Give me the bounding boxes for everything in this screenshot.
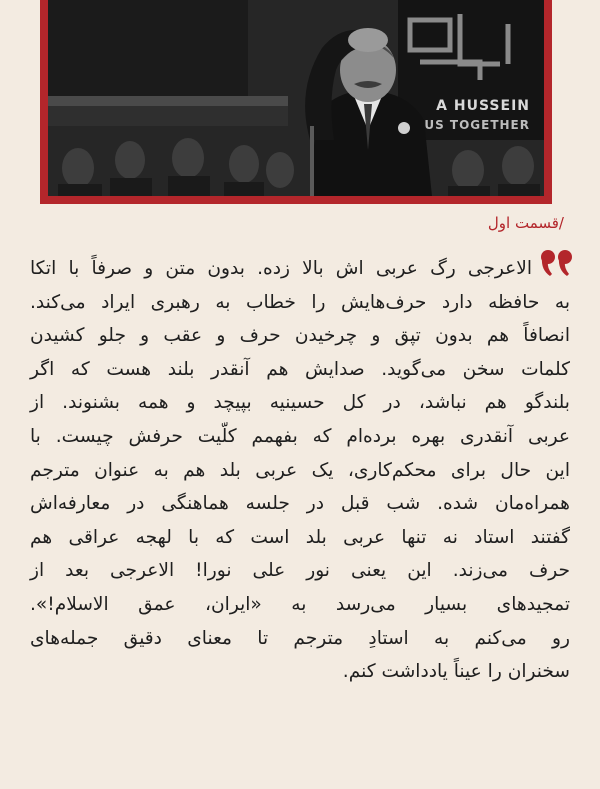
article-line: رو می‌کنم به استادِ مترجم تا معنای دقیق جمله‌های: [30, 627, 570, 649]
article-line: عربی آنقدری بهره برده‌ام که بفهمم کلّیت حرفش چیست. با: [30, 425, 570, 447]
header-photo-frame: [40, 0, 552, 204]
article-line: همراه‌مان شده. شب قبل در جلسه هماهنگی در معارفه‌اش: [30, 493, 570, 515]
article-line: به حافظه دارد حرف‌هایش را خطاب به رهبری ایراد می‌کند.: [30, 291, 570, 313]
article-line: تمجیدهای بسیار می‌رسد به «ایران، عمق الاسلام!».: [30, 593, 570, 615]
article-line: الاعرجی رگ عربی اش بالا زده. بدون متن و صرفاً با اتکا: [30, 258, 532, 279]
article-line: کلمات سخن می‌گوید. صدایش هم آنقدر بلند هست که اگر: [30, 358, 570, 380]
banner-text-line-1: A HUSSEIN: [436, 98, 530, 114]
section-label: /قسمت اول: [487, 214, 564, 232]
article-body: [30, 252, 570, 689]
article-line: این حال برای محکم‌کاری، یک عربی بلد هم به عنوان مترجم: [30, 459, 570, 481]
article-line: حرف می‌زند. این یعنی نور علی نورا! الاعرجی بعد از: [30, 560, 570, 582]
banner-text-line-2: US TOGETHER: [424, 118, 530, 132]
article-line: سخنران را عیناً یادداشت کنم.: [342, 661, 570, 683]
article-line: بلندگو هم نباشد، در کل حسینیه بپیچد و همه بشنوند. از: [30, 392, 570, 414]
speaker-photo: [48, 0, 544, 196]
article-line: انصافاً هم بدون تپق و چرخیدن حرف و عقب و جلو کشیدن: [30, 325, 570, 347]
article-line: گفتند استاد نه تنها عربی بلد است که با لهجه عراقی هم: [30, 526, 570, 548]
